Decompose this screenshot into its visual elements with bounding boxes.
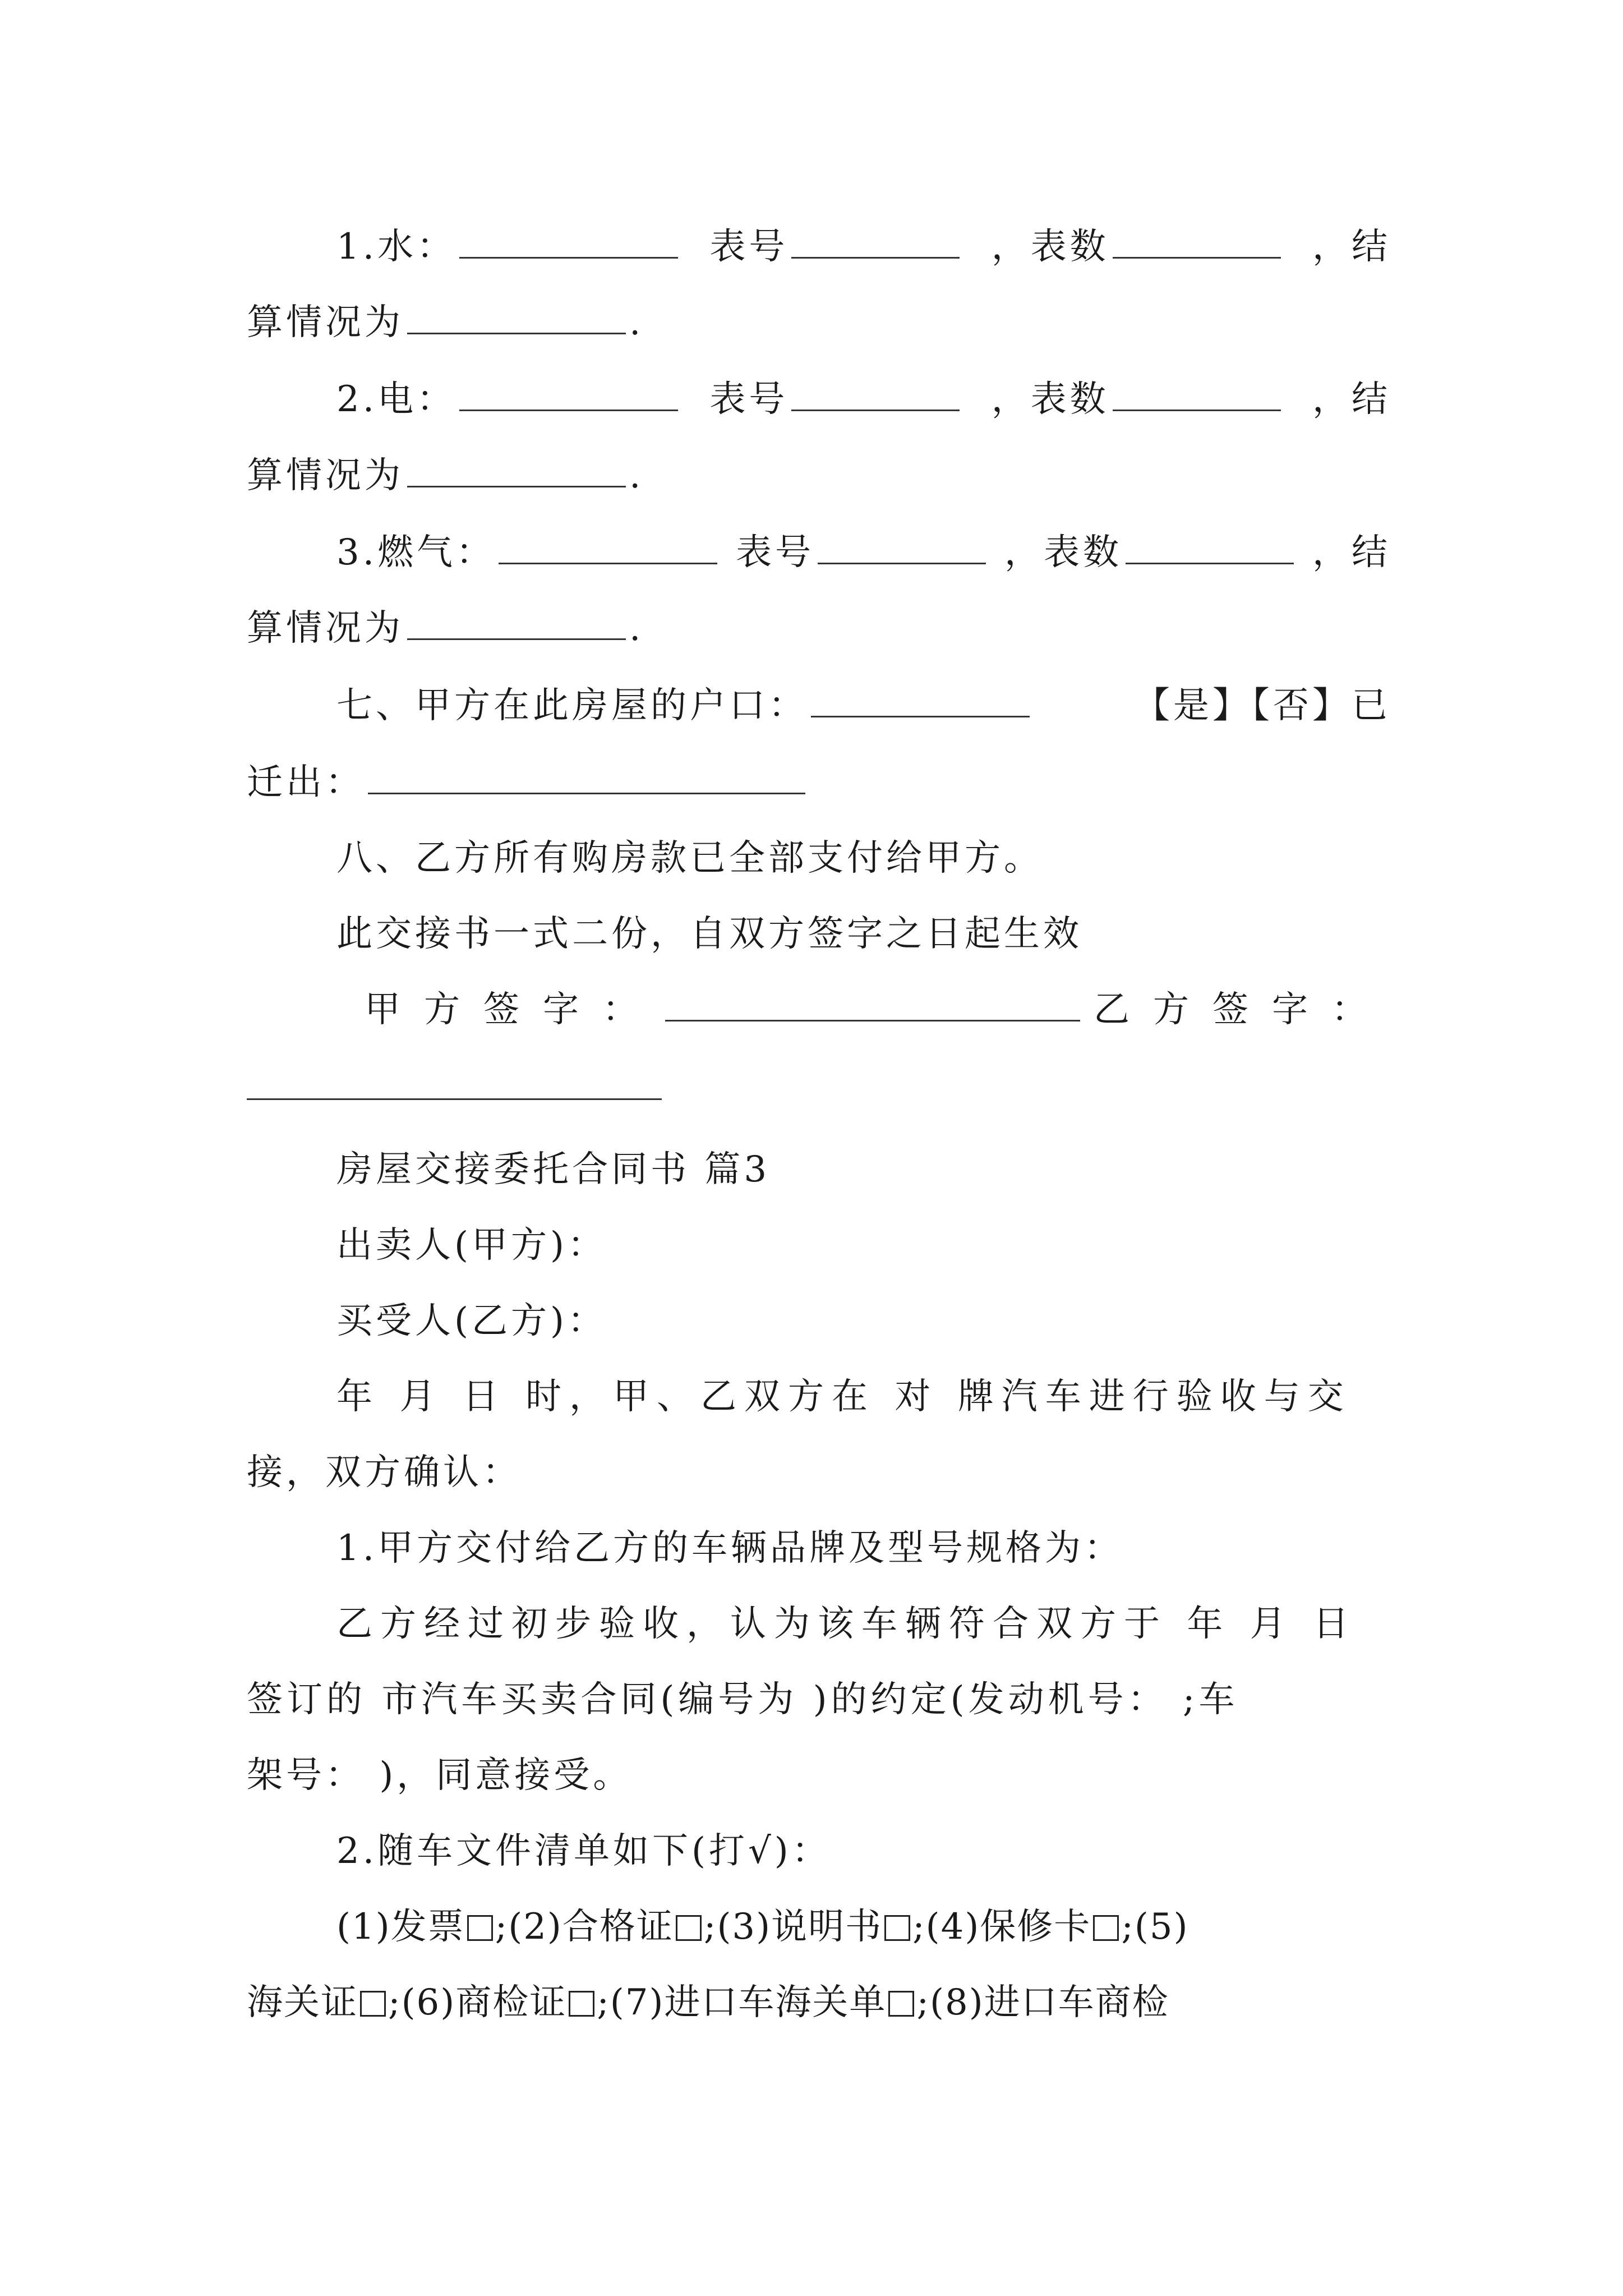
docs-line-2 [247, 1980, 1169, 2025]
water-line [336, 224, 1391, 269]
accept-line-2: 签订的 市汽车买卖合同(编号为 )的约定(发动机号： ;车 [247, 1679, 1239, 1720]
doc-customs-checkbox[interactable] [360, 1991, 386, 2017]
water-settle-blank[interactable] [407, 300, 626, 334]
water-reading-blank[interactable] [1113, 224, 1281, 259]
electric-reading-blank[interactable] [1113, 377, 1281, 411]
electric-tail: ，结 [1312, 379, 1391, 420]
water-settle-line [247, 300, 644, 345]
water-blank[interactable] [459, 224, 678, 259]
accept-line-3: 架号： )，同意接受。 [247, 1755, 633, 1796]
electric-reading-label: ，表数 [991, 379, 1109, 420]
doc-cert-label: ;(2)合格证 [495, 1906, 674, 1948]
electric-settle-label: 算情况为 [247, 455, 404, 496]
hukou-line [336, 683, 1391, 728]
gas-meter-blank[interactable] [818, 530, 986, 564]
electric-line [336, 377, 1391, 422]
accept-line-1: 乙方经过初步验收，认为该车辆符合双方于 年 月 日 [336, 1603, 1357, 1645]
intro-line-1: 年 月 日 时，甲、乙双方在 对 牌汽车进行验收与交 [336, 1376, 1352, 1418]
doc-warranty-checkbox[interactable] [1093, 1915, 1119, 1941]
gas-meter-label: 表号 [736, 532, 815, 573]
electric-settle-end: . [629, 455, 644, 496]
docs-line-1 [336, 1904, 1189, 1949]
gas-reading-blank[interactable] [1126, 530, 1294, 564]
gas-blank[interactable] [499, 530, 717, 564]
effect-clause: 此交接书一式二份，自双方签字之日起生效 [336, 913, 1082, 955]
doc-invoice-checkbox[interactable] [467, 1915, 493, 1941]
seller-line: 出卖人(甲方)： [336, 1225, 607, 1266]
party-a-signature-blank[interactable] [665, 987, 1080, 1022]
party-b-signature-label: 乙方签字： [1094, 989, 1391, 1030]
gas-tail: ，结 [1312, 532, 1391, 573]
water-label: 1.水： [336, 226, 457, 268]
hukou-moved-line [247, 760, 809, 805]
electric-meter-label: 表号 [709, 379, 789, 420]
doc-inspection-checkbox[interactable] [569, 1991, 594, 2017]
doc-warranty-label: ;(4)保修卡 [912, 1906, 1091, 1948]
water-tail: ，结 [1312, 226, 1391, 268]
gas-settle-blank[interactable] [407, 606, 626, 640]
section-title: 房屋交接委托合同书 篇3 [336, 1149, 771, 1190]
water-settle-end: . [629, 302, 644, 343]
hukou-blank[interactable] [811, 683, 1030, 717]
gas-settle-label: 算情况为 [247, 608, 404, 649]
doc-cert-checkbox[interactable] [676, 1915, 702, 1941]
hukou-text: 七、甲方在此房屋的户口： [336, 685, 808, 726]
electric-settle-blank[interactable] [407, 453, 626, 487]
electric-blank[interactable] [459, 377, 678, 411]
doc-manual-label: ;(3)说明书 [703, 1906, 883, 1948]
buyer-line: 买受人(乙方)： [336, 1300, 607, 1342]
party-a-signature-label: 甲方签字： [365, 989, 662, 1030]
water-settle-label: 算情况为 [247, 302, 404, 343]
electric-settle-line [247, 453, 644, 498]
item1-line: 1.甲方交付给乙方的车辆品牌及型号规格为： [336, 1527, 1124, 1569]
water-reading-label: ，表数 [991, 226, 1109, 268]
water-meter-label: 表号 [709, 226, 789, 268]
hukou-moved-label: 迁出： [247, 762, 365, 803]
party-b-signature-blank[interactable] [247, 1098, 662, 1100]
water-meter-blank[interactable] [791, 224, 960, 259]
hukou-options: 【是】【否】已 [1134, 685, 1391, 726]
signature-line [365, 987, 1391, 1032]
doc-import-inspection-label: ;(8)进口车商检 [916, 1982, 1169, 2023]
doc-customs-label: 海关证 [247, 1982, 358, 2023]
item2-line: 2.随车文件清单如下(打√)： [336, 1830, 831, 1872]
gas-label: 3.燃气： [336, 532, 496, 573]
doc-inspection-label: ;(6)商检证 [388, 1982, 567, 2023]
doc-manual-checkbox[interactable] [884, 1915, 910, 1941]
electric-label: 2.电： [336, 379, 457, 420]
doc-import-customs-label: ;(7)进口车海关单 [597, 1982, 887, 2023]
doc-import-customs-checkbox[interactable] [888, 1991, 914, 2017]
electric-meter-blank[interactable] [791, 377, 960, 411]
payment-clause: 八、乙方所有购房款已全部支付给甲方。 [336, 838, 1043, 879]
gas-line [336, 530, 1391, 575]
gas-settle-end: . [629, 608, 644, 649]
hukou-moved-blank[interactable] [368, 760, 805, 794]
intro-line-2: 接，双方确认： [247, 1452, 522, 1493]
gas-settle-line [247, 606, 644, 651]
doc-item5-prefix: ;(5) [1121, 1906, 1189, 1948]
doc-invoice-label: (1)发票 [336, 1906, 465, 1948]
gas-reading-label: ，表数 [1004, 532, 1122, 573]
